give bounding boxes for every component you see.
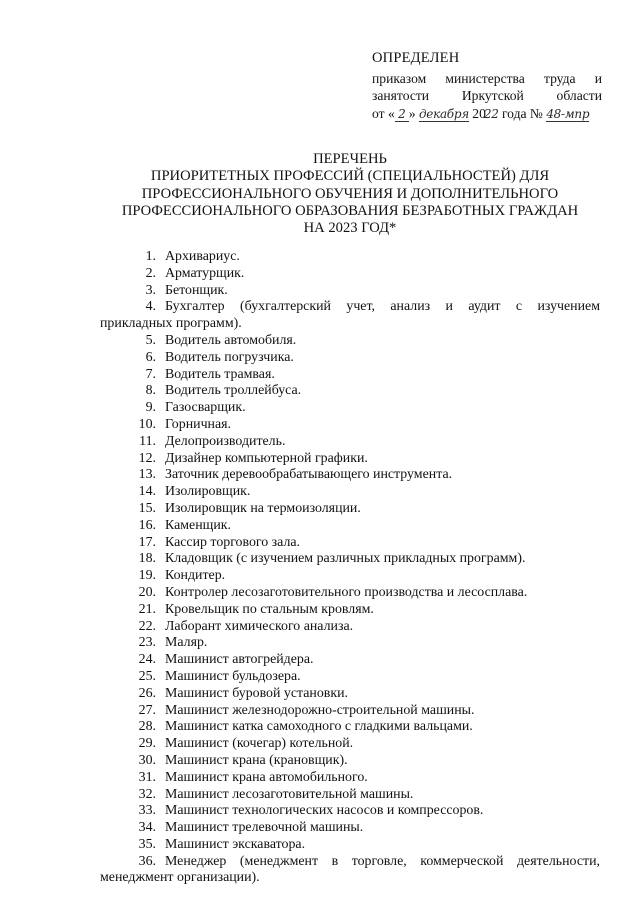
list-item [100, 350, 600, 367]
list-item-text: Машинист автогрейдера. [165, 652, 314, 668]
list-item-number: 32. [138, 786, 156, 802]
profession-list [100, 249, 600, 887]
list-item-number: 18. [138, 551, 156, 567]
list-item [100, 854, 600, 888]
list-item-text: Машинист бульдозера. [165, 668, 301, 684]
list-item-text: Водитель трамвая. [165, 366, 275, 382]
list-item [100, 535, 600, 552]
list-item [100, 518, 600, 535]
approval-date-line [372, 105, 602, 124]
list-item-number: 13. [138, 467, 156, 483]
list-item [100, 753, 600, 770]
approval-line-1: приказом министерства труда и [372, 70, 602, 86]
list-item-number: 20. [138, 584, 156, 600]
list-item-continuation: прикладных программ). [100, 316, 242, 332]
list-item [100, 686, 600, 703]
list-item [100, 400, 600, 417]
list-item-number: 8. [145, 383, 156, 399]
list-item [100, 367, 600, 384]
list-item-number: 23. [138, 635, 156, 651]
list-item-text: Машинист крана (крановщик). [165, 752, 348, 768]
list-item-text: Машинист экскаватора. [165, 836, 306, 852]
date-year-suffix: 22 [483, 106, 499, 121]
title-line-5: НА 2023 ГОД* [303, 220, 397, 237]
list-item [100, 635, 600, 652]
list-item [100, 619, 600, 636]
list-item-text: Водитель троллейбуса. [165, 383, 302, 399]
list-item [100, 484, 600, 501]
list-item [100, 467, 600, 484]
list-item-text: Кондитер. [165, 568, 226, 584]
list-item [100, 383, 600, 400]
list-item-text: Машинист технологических насосов и компрессоров. [165, 803, 484, 819]
list-item-text: Машинист трелевочной машины. [165, 820, 364, 836]
list-item-text: Кассир торгового зала. [165, 534, 301, 550]
list-item-text: Арматурщик. [165, 265, 245, 281]
list-item-first-line [100, 299, 600, 316]
list-item-number: 29. [138, 736, 156, 752]
list-item-number: 11. [139, 433, 156, 449]
list-item-number: 17. [138, 534, 156, 550]
list-item-number: 22. [138, 618, 156, 634]
list-item-text: Лаборант химического анализа. [165, 618, 354, 634]
document-title [80, 151, 620, 237]
date-prefix: от « [372, 105, 395, 121]
list-item-text: Машинист (кочегар) котельной. [165, 736, 354, 752]
list-item-text: Заточник деревообрабатывающего инструмента. [165, 467, 453, 483]
list-item-number: 36. [138, 853, 156, 869]
list-item-number: 26. [138, 685, 156, 701]
list-item [100, 299, 600, 333]
list-item-number: 4. [145, 299, 156, 315]
list-item-text: Маляр. [165, 635, 208, 651]
year-word: года № [501, 105, 543, 121]
list-item [100, 417, 600, 434]
list-item [100, 787, 600, 804]
list-item [100, 837, 600, 854]
list-item-first-line [100, 854, 600, 871]
list-item-number: 6. [145, 349, 156, 365]
list-item-text: Машинист катка самоходного с гладкими вальцами. [165, 719, 473, 735]
list-item-number: 3. [145, 282, 156, 298]
list-item [100, 249, 600, 266]
list-item-number: 9. [145, 400, 156, 416]
list-item [100, 719, 600, 736]
list-item-text: Изолировщик. [165, 484, 251, 500]
list-item-number: 16. [138, 517, 156, 533]
list-item [100, 820, 600, 837]
list-item-number: 10. [138, 416, 156, 432]
list-item-number: 19. [138, 568, 156, 584]
list-item [100, 585, 600, 602]
list-item-number: 15. [138, 500, 156, 516]
list-item-number: 31. [138, 769, 156, 785]
approval-heading: ОПРЕДЕЛЕН [372, 50, 460, 66]
list-item [100, 669, 600, 686]
order-number: 48-мпр [546, 106, 590, 121]
list-item-number: 33. [138, 803, 156, 819]
list-item-number: 14. [138, 484, 156, 500]
date-day: 2 [395, 108, 409, 122]
list-item-number: 1. [145, 249, 156, 264]
list-item [100, 434, 600, 451]
list-item [100, 451, 600, 468]
list-item-text: Бетонщик. [165, 282, 228, 298]
list-item-text: Водитель погрузчика. [165, 349, 294, 365]
list-item [100, 568, 600, 585]
date-mid: » [408, 105, 416, 121]
list-item [100, 283, 600, 300]
list-item [100, 770, 600, 787]
list-item-text: Водитель автомобиля. [165, 332, 297, 348]
list-item-number: 27. [138, 702, 156, 718]
approval-block [372, 50, 602, 123]
list-item-text: Кровельщик по стальным кровлям. [165, 601, 374, 617]
list-item [100, 602, 600, 619]
list-item-text: Бухгалтер (бухгалтерский учет, анализ и аудит с изучением [165, 299, 600, 315]
list-item-text: Машинист лесозаготовительной машины. [165, 786, 414, 802]
list-item [100, 333, 600, 350]
list-item-text: Делопроизводитель. [165, 433, 286, 449]
list-item [100, 266, 600, 283]
list-item [100, 736, 600, 753]
list-item [100, 551, 600, 568]
title-line-1: ПЕРЕЧЕНЬ [313, 151, 387, 167]
title-line-2: ПРИОРИТЕТНЫХ ПРОФЕССИЙ (СПЕЦИАЛЬНОСТЕЙ) ДЛЯ [150, 168, 550, 185]
title-line-4: ПРОФЕССИОНАЛЬНОГО ОБРАЗОВАНИЯ БЕЗРАБОТНЫХ ГРАЖДАН [121, 202, 579, 219]
list-item-number: 24. [138, 652, 156, 668]
list-item-text: Менеджер (менеджмент в торговле, коммерческой деятельности, [165, 853, 600, 869]
list-item-text: Архивариус. [165, 249, 240, 264]
list-item-text: Машинист железнодорожно-строительной машины. [165, 702, 475, 718]
list-item-number: 25. [138, 668, 156, 684]
list-item-text: Дизайнер компьютерной графики. [165, 450, 368, 466]
date-year-prefix: 20 [472, 105, 486, 121]
list-item-number: 35. [138, 836, 156, 852]
list-item [100, 803, 600, 820]
list-item-text: Машинист буровой установки. [165, 685, 349, 701]
list-item-text: Изолировщик на термоизоляции. [165, 500, 361, 516]
list-item-text: Газосварщик. [165, 400, 246, 416]
list-item-number: 12. [138, 450, 156, 466]
list-item-number: 7. [145, 366, 156, 382]
list-item-number: 30. [138, 752, 156, 768]
list-item-number: 2. [145, 265, 156, 281]
list-item-text: Горничная. [165, 416, 232, 432]
list-item-text: Контролер лесозаготовительного производства и лесосплава. [165, 584, 528, 600]
approval-line-2: занятости Иркутской области [372, 88, 602, 103]
list-item [100, 501, 600, 518]
list-item [100, 703, 600, 720]
list-item-text: Каменщик. [165, 517, 231, 533]
list-item-number: 34. [138, 820, 156, 836]
list-item-text: Машинист крана автомобильного. [165, 769, 368, 785]
list-item-continuation: менеджмент организации). [100, 870, 260, 886]
date-month: декабря [418, 106, 469, 121]
list-item-number: 28. [138, 719, 156, 735]
list-item [100, 652, 600, 669]
title-line-3: ПРОФЕССИОНАЛЬНОГО ОБУЧЕНИЯ И ДОПОЛНИТЕЛЬНОГО [141, 185, 559, 202]
list-item-number: 21. [138, 601, 156, 617]
list-item-text: Кладовщик (с изучением различных прикладных программ). [165, 551, 526, 567]
list-item-number: 5. [145, 332, 156, 348]
